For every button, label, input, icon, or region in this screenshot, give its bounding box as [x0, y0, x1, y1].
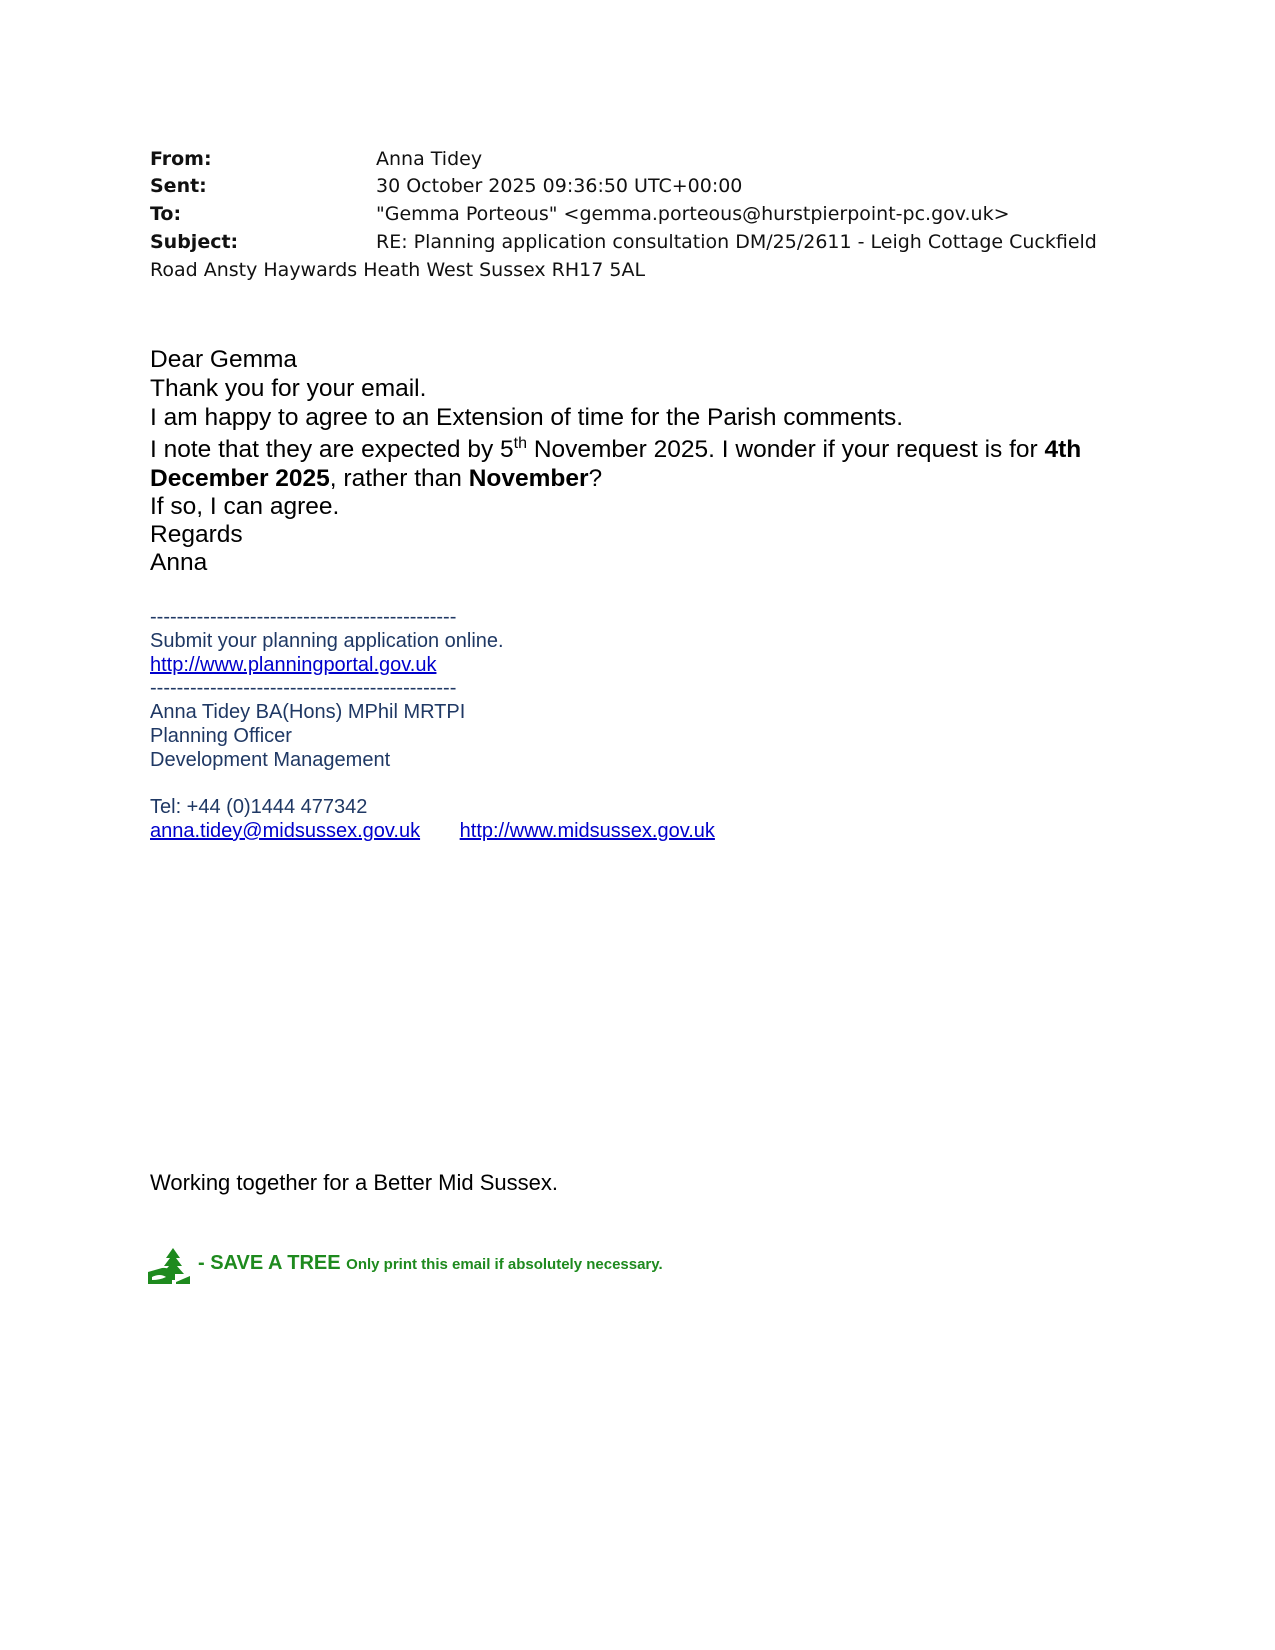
footer-tagline: Working together for a Better Mid Sussex. — [150, 1170, 558, 1195]
body-line-4-bold-date: December 2025 — [150, 465, 330, 492]
website-link[interactable]: http://www.midsussex.gov.uk — [459, 820, 715, 842]
body-line-4-end: ? — [588, 465, 603, 492]
signature-name: Anna Tidey BA(Hons) MPhil MRTPI — [150, 701, 466, 723]
signature-divider-top: ---------------------------------------------- — [150, 606, 457, 628]
body-line-3-a: I note that they are expected by 5 — [150, 436, 514, 463]
email-link[interactable]: anna.tidey@midsussex.gov.uk — [150, 820, 421, 842]
signature-role: Planning Officer — [150, 725, 292, 747]
signature-department: Development Management — [150, 749, 391, 771]
to-value: "Gemma Porteous" <gemma.porteous@hurstpierpoint-pc.gov.uk> — [376, 203, 1010, 225]
header-subject-row — [150, 231, 1150, 259]
header-to-row — [150, 203, 1150, 231]
body-line-5: If so, I can agree. — [150, 493, 340, 520]
sent-label: Sent: — [150, 175, 207, 197]
body-line-4-bold-month: November — [468, 465, 589, 492]
signature-links-row — [150, 820, 715, 843]
ordinal-suffix: th — [513, 435, 528, 452]
save-a-tree-banner — [148, 1246, 848, 1286]
body-line-1: Thank you for your email. — [150, 375, 427, 402]
closing: Regards — [150, 521, 243, 548]
from-value: Anna Tidey — [376, 148, 483, 170]
body-line-4 — [150, 465, 602, 493]
to-label: To: — [150, 203, 182, 225]
planning-portal-link[interactable]: http://www.planningportal.gov.uk — [150, 654, 437, 676]
sent-value: 30 October 2025 09:36:50 UTC+00:00 — [376, 175, 743, 197]
signoff: Anna — [150, 549, 208, 576]
header-from-row — [150, 148, 1150, 176]
tree-icon — [148, 1246, 190, 1286]
body-line-2: I am happy to agree to an Extension of time for the Parish comments. — [150, 404, 904, 431]
greeting: Dear Gemma — [150, 346, 298, 373]
save-a-tree-title: - SAVE A TREE — [198, 1252, 341, 1274]
portal-text: Submit your planning application online. — [150, 630, 504, 652]
subject-label: Subject: — [150, 231, 239, 253]
subject-continuation: Road Ansty Haywards Heath West Sussex RH17 5AL — [150, 259, 646, 281]
from-label: From: — [150, 148, 212, 170]
save-a-tree-text — [198, 1252, 663, 1275]
body-line-4-mid: , rather than — [329, 465, 469, 492]
body-line-3-bold: 4th — [1044, 436, 1082, 463]
signature-divider-bottom: ---------------------------------------------- — [150, 677, 457, 699]
portal-link-row — [150, 654, 436, 677]
subject-value: RE: Planning application consultation DM/25/2611 - Leigh Cottage Cuckfield — [376, 231, 1097, 253]
signature-tel: Tel: +44 (0)1444 477342 — [150, 796, 368, 818]
body-line-3 — [150, 436, 1081, 464]
body-line-3-b: November 2025. I wonder if your request is for — [527, 436, 1045, 463]
save-a-tree-note: Only print this email if absolutely necessary. — [346, 1256, 663, 1273]
header-sent-row — [150, 175, 1150, 203]
